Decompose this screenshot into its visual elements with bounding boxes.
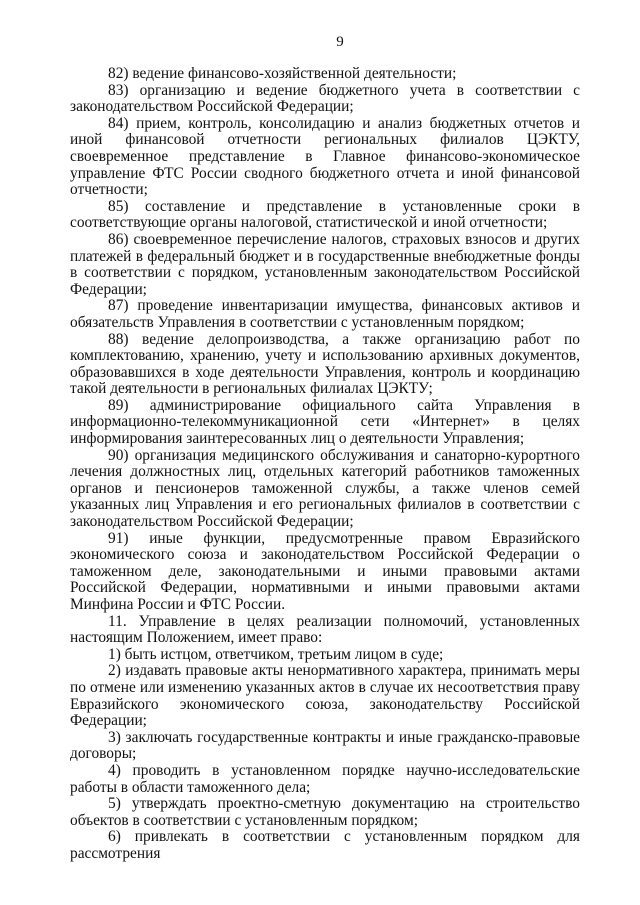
paragraph-item-83: 83) организацию и ведение бюджетного учета в соответствии с законодательством Российской Федерации; <box>70 81 580 116</box>
page-number: 9 <box>336 34 344 50</box>
paragraph-item-90: 90) организация медицинского обслуживания и санаторно-курортного лечения должностных лиц, отдельных категорий работников таможенных органов и пенсионеров таможенной службы, а также членов семей указанных лиц Управления и его региональных филиалов в соответствии с законодательством Российской Федерации; <box>70 446 580 531</box>
right-item-2: 2) издавать правовые акты ненормативного характера, принимать меры по отмене или изменению указанных актов в случае их несоответствия праву Евразийского экономического союза, законодательству Российской Федерации; <box>70 662 580 730</box>
paragraph-item-91: 91) иные функции, предусмотренные правом Евразийского экономического союза и законодательством Российской Федерации о таможенном деле, законодательными и иными правовыми актами Российской Федерации, нормативными и иными правовыми актами Минфина России и ФТС России. <box>70 529 580 613</box>
paragraph-item-84: 84) прием, контроль, консолидацию и анализ бюджетных отчетов и иной финансовой отчетности региональных филиалов ЦЭКТУ, своевременное представление в Главное финансово-экономическое управление ФТС России сводного бюджетного отчета и иной финансовой отчетности; <box>70 114 580 199</box>
right-item-5: 5) утверждать проектно-сметную документацию на строительство объектов в соответствии с установленным порядком; <box>70 795 580 829</box>
document-body <box>70 66 580 863</box>
paragraph-item-88: 88) ведение делопроизводства, а также организацию работ по комплектованию, хранению, учету и использованию архивных документов, образовавшихся в ходе деятельности Управления, контроль и координацию такой деятельности в региональных филиалах ЦЭКТУ; <box>70 330 580 398</box>
paragraph-item-82: 82) ведение финансово-хозяйственной деятельности; <box>108 65 457 82</box>
right-item-1: 1) быть истцом, ответчиком, третьим лицом в суде; <box>108 645 444 663</box>
paragraph-item-86: 86) своевременное перечисление налогов, страховых взносов и других платежей в федеральный бюджет и в государственные внебюджетные фонды в соответствии с порядком, установленным законодательством Российской Федерации; <box>70 230 580 298</box>
paragraph-item-87: 87) проведение инвентаризации имущества, финансовых активов и обязательств Управления в соответствии с установленным порядком; <box>70 297 580 331</box>
right-item-6: 6) привлекать в соответствии с установленным порядком для рассмотрения <box>70 828 580 862</box>
section-11-intro: 11. Управление в целях реализации полномочий, установленных настоящим Положением, имеет право: <box>70 612 580 647</box>
paragraph-item-89: 89) администрирование официального сайта Управления в информационно-телекоммуникационной сети «Интернет» в целях информирования заинтересованных лиц о деятельности Управления; <box>70 396 580 448</box>
paragraph-item-85: 85) составление и представление в установленные сроки в соответствующие органы налоговой, статистической и иной отчетности; <box>70 197 580 232</box>
right-item-4: 4) проводить в установленном порядке научно-исследовательские работы в области таможенного дела; <box>70 761 580 796</box>
right-item-3: 3) заключать государственные контракты и иные гражданско-правовые договоры; <box>70 728 580 763</box>
